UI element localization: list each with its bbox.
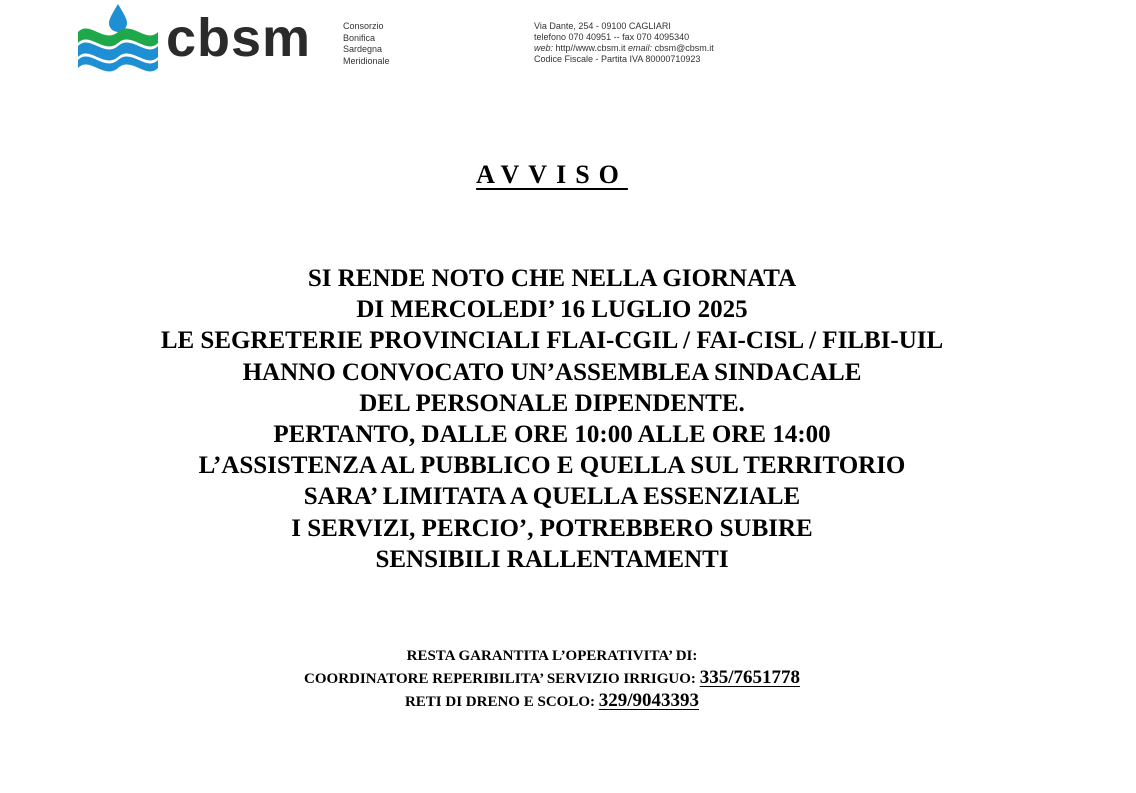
guarantee-line: RESTA GARANTITA L’OPERATIVITA’ DI:: [406, 648, 698, 664]
contacts-block: [0, 645, 1104, 713]
web-label: web:: [534, 43, 554, 53]
body-line: I SERVIZI, PERCIO’, POTREBBERO SUBIRE: [291, 514, 813, 542]
notice-body: [0, 263, 1104, 575]
body-line: DEL PERSONALE DIPENDENTE.: [359, 389, 745, 417]
cbsm-logo-icon: [76, 2, 160, 76]
drain-line: [0, 690, 1104, 713]
tax-code-line: Codice Fiscale - Partita IVA 80000710923: [534, 54, 701, 64]
notice-title: [0, 160, 1104, 190]
title-text: AVVISO: [476, 160, 628, 189]
web-url[interactable]: http//www.cbsm.it: [553, 43, 629, 53]
body-line: DI MERCOLEDI’ 16 LUGLIO 2025: [356, 296, 748, 324]
body-line: SI RENDE NOTO CHE NELLA GIORNATA: [307, 265, 797, 292]
address-line: Via Dante, 254 - 09100 CAGLIARI: [534, 21, 671, 31]
web-email-line: [534, 43, 714, 54]
body-line: L’ASSISTENZA AL PUBBLICO E QUELLA SUL TERRITORIO: [198, 452, 906, 480]
body-line: LE SEGRETERIE PROVINCIALI FLAI-CGIL / FAI-CISL / FILBI-UIL: [160, 327, 944, 355]
drain-label: RETI DI DRENO E SCOLO:: [404, 694, 599, 710]
consorzio-line: Consorzio: [343, 21, 384, 31]
coordinator-line: [0, 667, 1104, 690]
drain-phone[interactable]: 329/9043393: [598, 690, 700, 711]
address-block: [534, 21, 714, 65]
email-label: email:: [628, 43, 653, 53]
consorzio-name: [343, 21, 390, 67]
consorzio-line: Bonifica: [343, 32, 376, 43]
consorzio-line: Meridionale: [343, 55, 390, 66]
coordinator-phone[interactable]: 335/7651778: [699, 667, 800, 688]
phone-fax-line: telefono 070 40951 -- fax 070 4095340: [534, 32, 690, 42]
body-line: SARA’ LIMITATA A QUELLA ESSENZIALE: [303, 483, 801, 511]
coordinator-label: COORDINATORE REPERIBILITA’ SERVIZIO IRRIGUO:: [304, 671, 700, 687]
email-address[interactable]: cbsm@cbsm.it: [652, 43, 714, 53]
body-line: PERTANTO, DALLE ORE 10:00 ALLE ORE 14:00: [273, 421, 831, 449]
logo-wordmark: cbsm: [166, 8, 312, 68]
body-line: SENSIBILI RALLENTAMENTI: [375, 545, 729, 573]
letterhead: [0, 0, 1136, 90]
body-line: HANNO CONVOCATO UN’ASSEMBLEA SINDACALE: [242, 358, 862, 386]
consorzio-line: Sardegna: [343, 44, 383, 54]
